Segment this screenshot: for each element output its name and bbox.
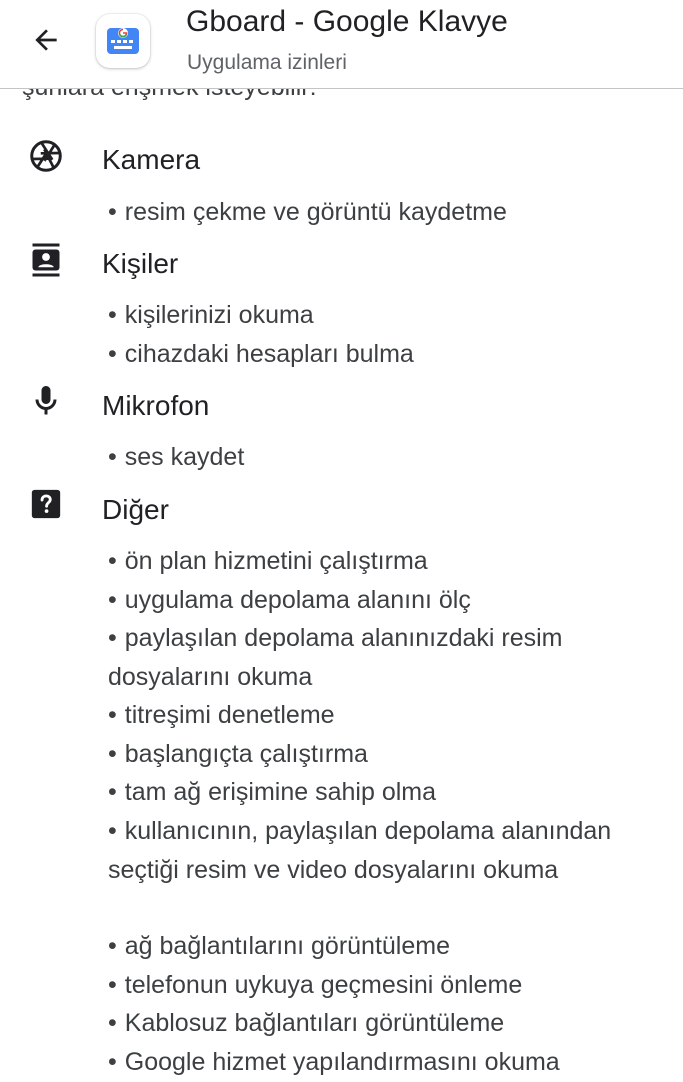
- app-title: Gboard - Google Klavye: [186, 5, 508, 38]
- permission-item: • kullanıcının, paylaşılan depolama alanından seçtiği resim ve video dosyalarını okuma: [108, 817, 612, 884]
- page-subtitle: Uygulama izinleri: [187, 51, 347, 74]
- contacts-icon: [26, 240, 66, 280]
- permission-item: • uygulama depolama alanını ölç: [108, 586, 471, 614]
- permission-item: • paylaşılan depolama alanınızdaki resim dosyalarını okuma: [108, 624, 563, 691]
- permission-item: • Google hizmet yapılandırmasını okuma: [108, 1048, 560, 1076]
- permission-item: • başlangıçta çalıştırma: [108, 740, 368, 768]
- permission-item: • tam ağ erişimine sahip olma: [108, 778, 437, 806]
- camera-icon: [26, 136, 66, 176]
- permission-item: • resim çekme ve görüntü kaydetme: [108, 198, 507, 226]
- permission-item: • telefonun uykuya geçmesini önleme: [108, 971, 523, 999]
- app-icon: [96, 14, 150, 68]
- permission-item: • cihazdaki hesapları bulma: [108, 340, 414, 368]
- gboard-icon: [104, 22, 142, 60]
- permission-item: • ağ bağlantılarını görüntüleme: [108, 932, 450, 960]
- group-title-microphone: Mikrofon: [102, 390, 210, 421]
- app-bar: [0, 0, 683, 89]
- permission-item: • kişilerinizi okuma: [108, 301, 314, 329]
- permission-item: • ön plan hizmetini çalıştırma: [108, 547, 428, 575]
- group-title-other: Diğer: [102, 494, 169, 525]
- permission-item: • Kablosuz bağlantıları görüntüleme: [108, 1009, 505, 1037]
- group-title-camera: Kamera: [102, 144, 201, 175]
- arrow-back-icon: [30, 24, 62, 56]
- permission-item: • ses kaydet: [108, 443, 245, 471]
- permission-item: • titreşimi denetleme: [108, 701, 335, 729]
- help-icon: [26, 484, 66, 524]
- back-button[interactable]: [24, 20, 68, 60]
- microphone-icon: [26, 381, 66, 421]
- group-title-contacts: Kişiler: [102, 248, 179, 279]
